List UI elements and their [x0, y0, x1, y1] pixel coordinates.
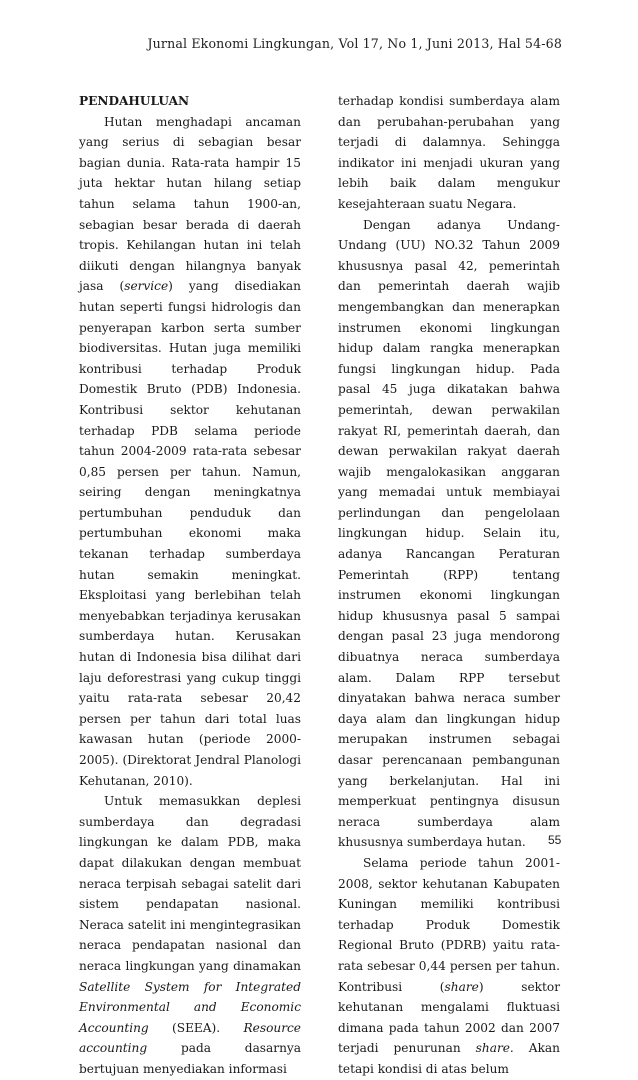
text-run: Akan tetapi kondisi di atas belum	[338, 1041, 560, 1076]
text-run: Selama periode tahun 2001-2008, sektor kehutanan Kabupaten Kuningan memiliki kontribusi terhadap Produk Domestik Regional Bruto (PDRB) yaitu rata-rata sebesar 0,44 persen per tahun. Kontribusi (	[338, 855, 560, 994]
text-run: ) yang disediakan hutan seperti fungsi hidrologis dan penyerapan karbon serta sumber biodiversitas. Hutan juga memiliki kontribusi terhadap Produk Domestik Bruto (PDB) Indonesia. Kontribusi sektor kehutanan terhadap PDB selama periode tahun 2004-2009 rata-rata sebesar 0,85 persen per tahun. Namun, seiring dengan meningkatnya pertumbuhan penduduk dan pertumbuhan ekonomi maka tekanan terhadap sumberdaya hutan semakin meningkat. Eksploitasi yang berlebihan telah menyebabkan terjadinya kerusakan sumberdaya hutan. Kerusakan hutan di Indonesia bisa dilihat dari laju deforestrasi yang cukup tinggi yaitu rata-rata sebesar 20,42 persen per tahun dari total luas kawasan hutan (periode 2000-2005). (Direktorat Jendral Planologi Kehutanan, 2010).	[79, 279, 301, 788]
page-number: 55	[548, 833, 562, 847]
italic-term: Satellite System for Integrated Environmental and Economic Accounting	[79, 979, 301, 1035]
italic-term: Resource accounting	[79, 1020, 301, 1056]
text-run: Hutan menghadapi ancaman yang serius di sebagian besar bagian dunia. Rata-rata hampir 15 juta hektar hutan hilang setiap tahun selama tahun 1900-an, sebagian besar berada di daerah tropis. Kehilangan hutan ini telah diikuti dengan hilangnya banyak jasa (	[79, 114, 301, 294]
section-heading: PENDAHULUAN	[79, 94, 190, 108]
paragraph-continued: terhadap kondisi sumberdaya alam dan perubahan-perubahan yang terjadi di dalamnya. Sehingga indikator ini menjadi ukuran yang lebih baik dalam mengukur kesejahteraan suatu Negara.	[338, 94, 560, 211]
left-column	[79, 91, 301, 1080]
text-run: Untuk memasukkan deplesi sumberdaya dan degradasi lingkungan ke dalam PDB, maka dapat dilakukan dengan membuat neraca terpisah sebagai satelit dari sistem pendapatan nasional. Neraca satelit ini mengintegrasikan neraca pendapatan nasional dan neraca lingkungan yang dinamakan	[79, 794, 301, 973]
paragraph-regulation: Dengan adanya Undang-Undang (UU) NO.32 Tahun 2009 khususnya pasal 42, pemerintah dan pemerintah daerah wajib mengembangkan dan menerapkan instrumen ekonomi lingkungan hidup dalam rangka menerapkan fungsi lingkungan hidup. Pada pasal 45 juga dikatakan bahwa pemerintah, dewan perwakilan rakyat RI, pemerintah daerah, dan dewan perwakilan rakyat daerah wajib mengalokasikan anggaran yang memadai untuk membiayai perlindungan dan pengelolaan lingkungan hidup. Selain itu, adanya Rancangan Peraturan Pemerintah (RPP) tentang instrumen ekonomi lingkungan hidup khususnya pasal 5 sampai dengan pasal 23 juga mendorong dibuatnya neraca sumberdaya alam. Dalam RPP tersebut dinyatakan bahwa neraca sumber daya alam dan lingkungan hidup merupakan instrumen sebagai dasar perencanaan pembangunan yang berkelanjutan. Hal ini memperkuat pentingnya disusun neraca sumberdaya alam khususnya sumberdaya hutan.	[338, 217, 560, 850]
paragraph-satellite-account	[79, 791, 301, 1079]
italic-term: service	[124, 279, 169, 294]
italic-term: share	[444, 979, 479, 994]
paragraph-kuningan	[338, 853, 560, 1080]
text-run: pada dasarnya bertujuan menyediakan informasi	[79, 1041, 301, 1076]
text-run: ) sektor kehutanan mengalami fluktuasi dimana pada tahun 2002 dan 2007 terjadi penurunan	[338, 979, 560, 1056]
italic-term: share.	[475, 1041, 514, 1056]
paragraph-intro	[79, 112, 301, 792]
text-run: (SEEA).	[148, 1020, 244, 1035]
right-column	[338, 91, 560, 1080]
running-header: Jurnal Ekonomi Lingkungan, Vol 17, No 1, Juni 2013, Hal 54-68	[147, 36, 562, 51]
